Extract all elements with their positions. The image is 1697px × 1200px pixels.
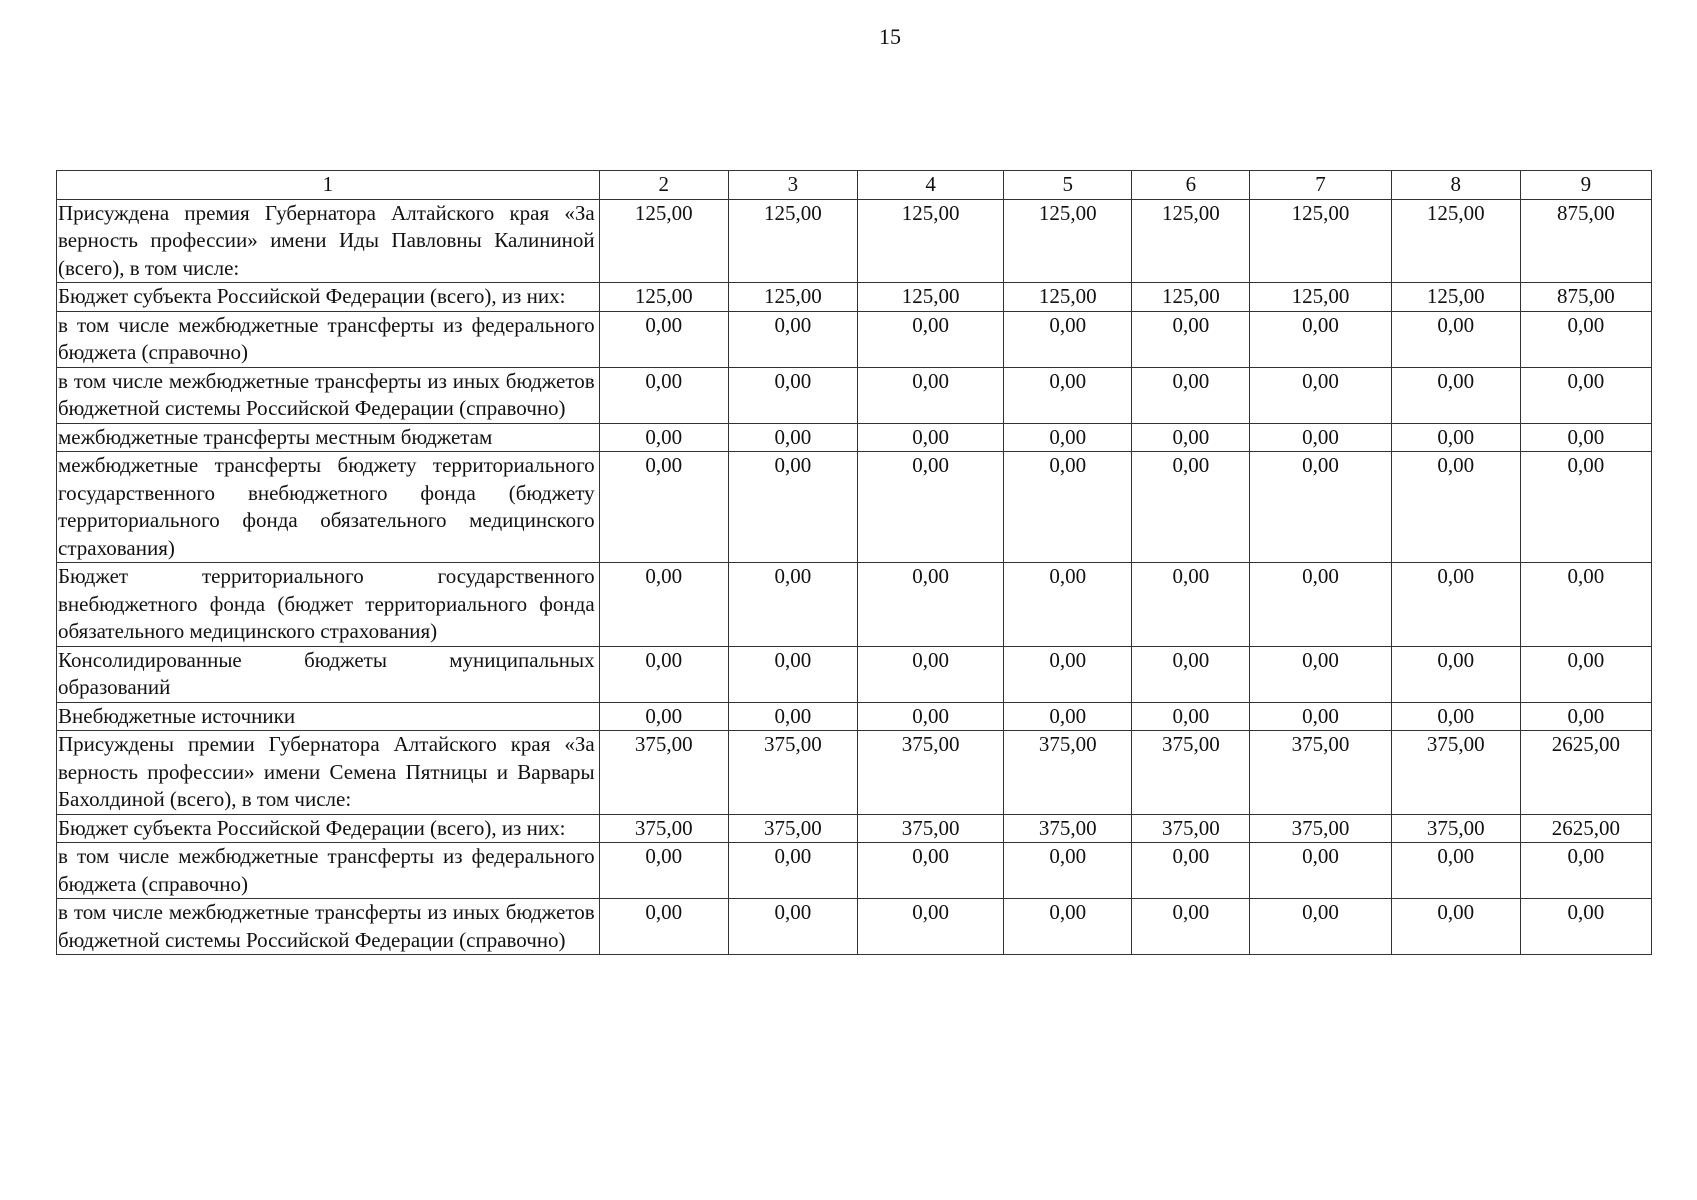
value-cell: 375,00 bbox=[1391, 814, 1520, 843]
value-cell: 0,00 bbox=[1250, 452, 1391, 563]
value-cell: 0,00 bbox=[1520, 367, 1651, 423]
value-cell: 0,00 bbox=[1520, 452, 1651, 563]
row-label: Консолидированные бюджеты муниципальных образований bbox=[57, 646, 600, 702]
table-row bbox=[57, 367, 1652, 423]
value-cell: 0,00 bbox=[1391, 423, 1520, 452]
table-row bbox=[57, 423, 1652, 452]
value-cell: 0,00 bbox=[1391, 899, 1520, 955]
value-cell: 0,00 bbox=[1132, 843, 1250, 899]
value-cell: 0,00 bbox=[599, 899, 728, 955]
table-row bbox=[57, 843, 1652, 899]
header-cell: 7 bbox=[1250, 171, 1391, 200]
value-cell: 0,00 bbox=[599, 367, 728, 423]
budget-table-container bbox=[56, 170, 1652, 955]
value-cell: 0,00 bbox=[857, 899, 1003, 955]
value-cell: 0,00 bbox=[857, 423, 1003, 452]
value-cell: 0,00 bbox=[728, 899, 857, 955]
value-cell: 875,00 bbox=[1520, 199, 1651, 283]
value-cell: 0,00 bbox=[857, 452, 1003, 563]
value-cell: 0,00 bbox=[1391, 702, 1520, 731]
value-cell: 0,00 bbox=[599, 452, 728, 563]
table-row bbox=[57, 283, 1652, 312]
value-cell: 0,00 bbox=[1250, 646, 1391, 702]
value-cell: 0,00 bbox=[599, 646, 728, 702]
row-label: в том числе межбюджетные трансферты из федерального бюджета (справочно) bbox=[57, 843, 600, 899]
header-cell: 6 bbox=[1132, 171, 1250, 200]
value-cell: 0,00 bbox=[1391, 843, 1520, 899]
value-cell: 0,00 bbox=[1250, 702, 1391, 731]
table-row bbox=[57, 814, 1652, 843]
value-cell: 0,00 bbox=[728, 423, 857, 452]
value-cell: 0,00 bbox=[1520, 423, 1651, 452]
value-cell: 375,00 bbox=[728, 814, 857, 843]
value-cell: 0,00 bbox=[1004, 899, 1132, 955]
row-label: Бюджет территориального государственного внебюджетного фонда (бюджет территориального фонда обязательного медицинского страхования) bbox=[57, 563, 600, 647]
value-cell: 0,00 bbox=[728, 367, 857, 423]
value-cell: 0,00 bbox=[1250, 563, 1391, 647]
value-cell: 0,00 bbox=[1004, 646, 1132, 702]
value-cell: 0,00 bbox=[857, 311, 1003, 367]
value-cell: 125,00 bbox=[599, 199, 728, 283]
value-cell: 375,00 bbox=[1004, 731, 1132, 815]
row-label: Присуждена премия Губернатора Алтайского края «За верность профессии» имени Иды Павловны Калининой (всего), в том числе: bbox=[57, 199, 600, 283]
value-cell: 2625,00 bbox=[1520, 814, 1651, 843]
value-cell: 0,00 bbox=[1004, 702, 1132, 731]
value-cell: 375,00 bbox=[1132, 731, 1250, 815]
value-cell: 375,00 bbox=[1250, 814, 1391, 843]
page-number: 15 bbox=[879, 24, 901, 49]
value-cell: 125,00 bbox=[1391, 199, 1520, 283]
value-cell: 0,00 bbox=[857, 563, 1003, 647]
value-cell: 0,00 bbox=[1004, 367, 1132, 423]
value-cell: 375,00 bbox=[599, 731, 728, 815]
value-cell: 0,00 bbox=[1250, 311, 1391, 367]
value-cell: 375,00 bbox=[1004, 814, 1132, 843]
value-cell: 0,00 bbox=[1132, 563, 1250, 647]
header-cell: 9 bbox=[1520, 171, 1651, 200]
table-row bbox=[57, 646, 1652, 702]
value-cell: 0,00 bbox=[1004, 843, 1132, 899]
value-cell: 125,00 bbox=[1132, 283, 1250, 312]
value-cell: 375,00 bbox=[728, 731, 857, 815]
value-cell: 0,00 bbox=[1132, 899, 1250, 955]
value-cell: 0,00 bbox=[1250, 899, 1391, 955]
table-header-row bbox=[57, 171, 1652, 200]
value-cell: 125,00 bbox=[1004, 199, 1132, 283]
value-cell: 0,00 bbox=[728, 702, 857, 731]
value-cell: 0,00 bbox=[1250, 843, 1391, 899]
value-cell: 0,00 bbox=[1391, 367, 1520, 423]
value-cell: 125,00 bbox=[1391, 283, 1520, 312]
row-label: Бюджет субъекта Российской Федерации (всего), из них: bbox=[57, 814, 600, 843]
value-cell: 0,00 bbox=[1132, 702, 1250, 731]
header-cell: 2 bbox=[599, 171, 728, 200]
table-row bbox=[57, 452, 1652, 563]
table-row bbox=[57, 731, 1652, 815]
value-cell: 125,00 bbox=[728, 199, 857, 283]
table-row bbox=[57, 199, 1652, 283]
value-cell: 0,00 bbox=[728, 563, 857, 647]
value-cell: 0,00 bbox=[857, 646, 1003, 702]
value-cell: 0,00 bbox=[1520, 563, 1651, 647]
header-cell: 5 bbox=[1004, 171, 1132, 200]
table-row bbox=[57, 563, 1652, 647]
value-cell: 0,00 bbox=[599, 423, 728, 452]
value-cell: 0,00 bbox=[857, 367, 1003, 423]
value-cell: 0,00 bbox=[1520, 702, 1651, 731]
budget-table bbox=[56, 170, 1652, 955]
value-cell: 0,00 bbox=[1520, 646, 1651, 702]
table-row bbox=[57, 311, 1652, 367]
header-cell: 1 bbox=[57, 171, 600, 200]
table-body bbox=[57, 199, 1652, 955]
value-cell: 375,00 bbox=[1132, 814, 1250, 843]
value-cell: 0,00 bbox=[1520, 843, 1651, 899]
value-cell: 0,00 bbox=[1004, 423, 1132, 452]
value-cell: 0,00 bbox=[1132, 423, 1250, 452]
value-cell: 0,00 bbox=[1520, 311, 1651, 367]
value-cell: 875,00 bbox=[1520, 283, 1651, 312]
value-cell: 375,00 bbox=[857, 814, 1003, 843]
value-cell: 0,00 bbox=[1004, 563, 1132, 647]
value-cell: 125,00 bbox=[1004, 283, 1132, 312]
value-cell: 125,00 bbox=[728, 283, 857, 312]
value-cell: 0,00 bbox=[1132, 452, 1250, 563]
value-cell: 0,00 bbox=[1391, 452, 1520, 563]
value-cell: 0,00 bbox=[1250, 367, 1391, 423]
value-cell: 0,00 bbox=[1132, 311, 1250, 367]
row-label: в том числе межбюджетные трансферты из федерального бюджета (справочно) bbox=[57, 311, 600, 367]
value-cell: 0,00 bbox=[1132, 646, 1250, 702]
value-cell: 0,00 bbox=[599, 843, 728, 899]
value-cell: 375,00 bbox=[599, 814, 728, 843]
header-cell: 8 bbox=[1391, 171, 1520, 200]
value-cell: 375,00 bbox=[1250, 731, 1391, 815]
value-cell: 0,00 bbox=[599, 311, 728, 367]
row-label: межбюджетные трансферты местным бюджетам bbox=[57, 423, 600, 452]
value-cell: 0,00 bbox=[1520, 899, 1651, 955]
value-cell: 125,00 bbox=[857, 199, 1003, 283]
value-cell: 0,00 bbox=[857, 702, 1003, 731]
value-cell: 0,00 bbox=[1391, 646, 1520, 702]
value-cell: 0,00 bbox=[1004, 452, 1132, 563]
value-cell: 0,00 bbox=[599, 563, 728, 647]
value-cell: 125,00 bbox=[599, 283, 728, 312]
value-cell: 0,00 bbox=[1391, 563, 1520, 647]
row-label: Внебюджетные источники bbox=[57, 702, 600, 731]
value-cell: 0,00 bbox=[728, 843, 857, 899]
table-row bbox=[57, 899, 1652, 955]
row-label: в том числе межбюджетные трансферты из иных бюджетов бюджетной системы Российской Федерации (справочно) bbox=[57, 367, 600, 423]
value-cell: 0,00 bbox=[1391, 311, 1520, 367]
value-cell: 0,00 bbox=[1250, 423, 1391, 452]
value-cell: 375,00 bbox=[857, 731, 1003, 815]
row-label: межбюджетные трансферты бюджету территориального государственного внебюджетного фонда (бюджету территориального фонда обязательного медицинского страхования) bbox=[57, 452, 600, 563]
value-cell: 125,00 bbox=[1250, 199, 1391, 283]
value-cell: 0,00 bbox=[857, 843, 1003, 899]
header-cell: 4 bbox=[857, 171, 1003, 200]
value-cell: 0,00 bbox=[728, 646, 857, 702]
value-cell: 125,00 bbox=[857, 283, 1003, 312]
value-cell: 125,00 bbox=[1132, 199, 1250, 283]
row-label: Бюджет субъекта Российской Федерации (всего), из них: bbox=[57, 283, 600, 312]
value-cell: 0,00 bbox=[1132, 367, 1250, 423]
value-cell: 0,00 bbox=[728, 452, 857, 563]
row-label: в том числе межбюджетные трансферты из иных бюджетов бюджетной системы Российской Федерации (справочно) bbox=[57, 899, 600, 955]
value-cell: 0,00 bbox=[728, 311, 857, 367]
value-cell: 0,00 bbox=[1004, 311, 1132, 367]
value-cell: 375,00 bbox=[1391, 731, 1520, 815]
table-row bbox=[57, 702, 1652, 731]
header-cell: 3 bbox=[728, 171, 857, 200]
row-label: Присуждены премии Губернатора Алтайского края «За верность профессии» имени Семена Пятницы и Варвары Бахолдиной (всего), в том числе: bbox=[57, 731, 600, 815]
value-cell: 125,00 bbox=[1250, 283, 1391, 312]
value-cell: 2625,00 bbox=[1520, 731, 1651, 815]
value-cell: 0,00 bbox=[599, 702, 728, 731]
